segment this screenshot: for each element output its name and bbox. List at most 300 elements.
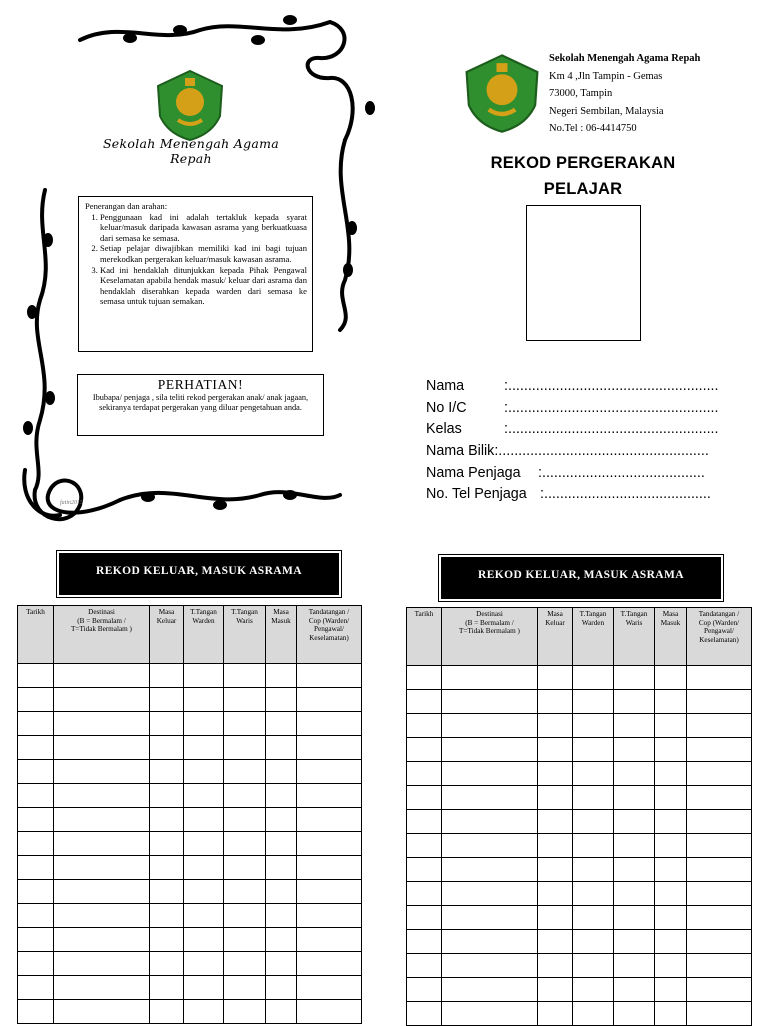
table-cell[interactable]: [614, 882, 655, 906]
table-cell[interactable]: [538, 666, 573, 690]
school-crest-left: [152, 68, 228, 142]
table-cell[interactable]: [573, 1002, 614, 1026]
table-cell[interactable]: [184, 904, 224, 928]
table-cell[interactable]: [442, 738, 538, 762]
table-cell[interactable]: [266, 856, 297, 880]
table-cell[interactable]: [54, 904, 150, 928]
table-cell[interactable]: [184, 736, 224, 760]
table-cell[interactable]: [224, 760, 266, 784]
table-cell[interactable]: [184, 688, 224, 712]
table-cell[interactable]: [538, 1002, 573, 1026]
school-address-block: [549, 50, 700, 138]
table-cell[interactable]: [150, 928, 184, 952]
table-cell[interactable]: [224, 928, 266, 952]
table-cell[interactable]: [614, 666, 655, 690]
table-cell[interactable]: [687, 882, 752, 906]
table-cell[interactable]: [266, 760, 297, 784]
column-header: Tandatangan / Cop (Warden/ Pengawal/ Keselamatan): [297, 606, 362, 664]
table-cell[interactable]: [442, 714, 538, 738]
table-row: [407, 738, 752, 762]
field-label: Nama Bilik: [426, 443, 495, 460]
table-row: [407, 666, 752, 690]
table-cell[interactable]: [150, 832, 184, 856]
table-cell[interactable]: [573, 906, 614, 930]
table-cell[interactable]: [297, 832, 362, 856]
table-cell[interactable]: [266, 688, 297, 712]
table-cell[interactable]: [184, 880, 224, 904]
table-cell[interactable]: [614, 906, 655, 930]
table-cell[interactable]: [407, 762, 442, 786]
table-row: [407, 714, 752, 738]
field-line: :.....................................................: [494, 443, 709, 460]
table-cell[interactable]: [224, 904, 266, 928]
table-cell[interactable]: [297, 688, 362, 712]
field-label: No I/C: [426, 399, 467, 416]
table-cell[interactable]: [224, 712, 266, 736]
table-cell[interactable]: [224, 664, 266, 688]
table-cell[interactable]: [407, 978, 442, 1002]
table-row: [18, 760, 362, 784]
table-cell[interactable]: [538, 930, 573, 954]
column-header: T.Tangan Waris: [614, 608, 655, 666]
table-cell[interactable]: [224, 1000, 266, 1024]
table-cell[interactable]: [266, 664, 297, 688]
table-row: [407, 954, 752, 978]
table-cell[interactable]: [184, 928, 224, 952]
school-address-line: 73000, Tampin: [549, 88, 613, 99]
table-cell[interactable]: [266, 976, 297, 1000]
table-cell[interactable]: [407, 810, 442, 834]
table-cell[interactable]: [150, 856, 184, 880]
table-cell[interactable]: [224, 736, 266, 760]
table-row: [18, 832, 362, 856]
table-cell[interactable]: [442, 954, 538, 978]
table-cell[interactable]: [184, 760, 224, 784]
table-cell[interactable]: [224, 976, 266, 1000]
table-cell[interactable]: [655, 834, 687, 858]
table-cell[interactable]: [442, 690, 538, 714]
table-cell[interactable]: [297, 952, 362, 976]
table-cell[interactable]: [54, 736, 150, 760]
table-cell[interactable]: [687, 810, 752, 834]
table-cell[interactable]: [614, 738, 655, 762]
table-cell[interactable]: [297, 856, 362, 880]
table-cell[interactable]: [18, 688, 54, 712]
table-row: [18, 664, 362, 688]
watermark: fatin2015: [60, 500, 84, 506]
table-cell[interactable]: [54, 712, 150, 736]
table-cell[interactable]: [266, 712, 297, 736]
table-cell[interactable]: [573, 714, 614, 738]
table-row: [18, 736, 362, 760]
record-banner-text: REKOD KELUAR, MASUK ASRAMA: [96, 565, 302, 577]
table-cell[interactable]: [54, 880, 150, 904]
table-row: [18, 808, 362, 832]
table-cell[interactable]: [224, 808, 266, 832]
table-row: [18, 784, 362, 808]
table-cell[interactable]: [54, 760, 150, 784]
table-cell[interactable]: [573, 858, 614, 882]
table-cell[interactable]: [297, 736, 362, 760]
table-cell[interactable]: [655, 714, 687, 738]
notice-box: [77, 374, 324, 436]
table-cell[interactable]: [18, 712, 54, 736]
table-cell[interactable]: [538, 834, 573, 858]
field-row-nama: [426, 376, 719, 398]
instruction-item: 3. Kad ini hendaklah ditunjukkan kepada Pihak Pengawal Keselamatan apabila hendak masuk/ keluar dari asrama dan hendaklah diserahkan kepada warden dari semasa ke semasa untuk tujuan semakan.: [100, 265, 307, 307]
table-cell[interactable]: [655, 786, 687, 810]
column-header: Masa Masuk: [266, 606, 297, 664]
table-cell[interactable]: [655, 906, 687, 930]
table-cell[interactable]: [442, 882, 538, 906]
table-cell[interactable]: [538, 714, 573, 738]
table-cell[interactable]: [573, 738, 614, 762]
column-header: Masa Keluar: [538, 608, 573, 666]
table-cell[interactable]: [407, 930, 442, 954]
table-cell[interactable]: [266, 952, 297, 976]
column-header: Tarikh: [407, 608, 442, 666]
table-cell[interactable]: [442, 1002, 538, 1026]
table-cell[interactable]: [442, 834, 538, 858]
table-cell[interactable]: [150, 904, 184, 928]
table-header-row: [18, 606, 362, 664]
table-cell[interactable]: [184, 712, 224, 736]
table-cell[interactable]: [150, 760, 184, 784]
table-cell[interactable]: [297, 664, 362, 688]
table-cell[interactable]: [614, 762, 655, 786]
table-cell[interactable]: [18, 1000, 54, 1024]
table-cell[interactable]: [297, 976, 362, 1000]
field-line: :..........................................: [540, 486, 711, 503]
field-row-kelas: [426, 419, 719, 441]
table-cell[interactable]: [687, 786, 752, 810]
record-table-left: [17, 605, 362, 1024]
table-cell[interactable]: [407, 858, 442, 882]
table-cell[interactable]: [655, 978, 687, 1002]
table-cell[interactable]: [687, 738, 752, 762]
table-cell[interactable]: [538, 882, 573, 906]
table-cell[interactable]: [573, 954, 614, 978]
table-cell[interactable]: [442, 786, 538, 810]
table-cell[interactable]: [266, 880, 297, 904]
notice-text: Ibubapa/ penjaga , sila teliti rekod pergerakan anak/ anak jagaan, sekiranya terdapat pergerakan yang diluar pengetahuan anda.: [92, 393, 309, 413]
column-header: Destinasi (B = Bermalam / T=Tidak Bermalam ): [54, 606, 150, 664]
table-cell[interactable]: [407, 954, 442, 978]
instruction-item: 1. Penggunaan kad ini adalah tertakluk kepada syarat keluar/masuk daripada kawasan asrama yang berkuatkuasa dari semasa ke semasa.: [100, 212, 307, 244]
table-cell[interactable]: [442, 858, 538, 882]
card-title-line: PELAJAR: [543, 180, 623, 198]
column-header: Masa Masuk: [655, 608, 687, 666]
record-banner-text: REKOD KELUAR, MASUK ASRAMA: [478, 569, 684, 581]
table-cell[interactable]: [573, 882, 614, 906]
table-cell[interactable]: [18, 736, 54, 760]
table-cell[interactable]: [442, 810, 538, 834]
table-row: [407, 834, 752, 858]
table-cell[interactable]: [573, 834, 614, 858]
table-row: [407, 978, 752, 1002]
table-cell[interactable]: [54, 808, 150, 832]
table-cell[interactable]: [184, 784, 224, 808]
table-row: [407, 762, 752, 786]
table-cell[interactable]: [442, 762, 538, 786]
table-cell[interactable]: [184, 952, 224, 976]
table-cell[interactable]: [655, 738, 687, 762]
photo-box: [526, 205, 641, 341]
table-cell[interactable]: [297, 712, 362, 736]
column-header: T.Tangan Waris: [224, 606, 266, 664]
column-header: Tandatangan / Cop (Warden/ Pengawal/ Keselamatan): [687, 608, 752, 666]
table-cell[interactable]: [184, 808, 224, 832]
table-cell[interactable]: [655, 954, 687, 978]
table-cell[interactable]: [407, 906, 442, 930]
table-cell[interactable]: [18, 976, 54, 1000]
table-cell[interactable]: [266, 784, 297, 808]
table-cell[interactable]: [266, 904, 297, 928]
table-cell[interactable]: [407, 714, 442, 738]
table-cell[interactable]: [184, 664, 224, 688]
instructions-list: [85, 212, 307, 307]
field-label: Nama: [426, 378, 465, 394]
table-cell[interactable]: [407, 738, 442, 762]
field-row-ic: [426, 398, 719, 420]
table-cell[interactable]: [538, 762, 573, 786]
table-row: [18, 904, 362, 928]
table-cell[interactable]: [297, 808, 362, 832]
field-line: :.........................................: [538, 464, 705, 481]
record-banner-right: [441, 557, 721, 599]
table-row: [407, 858, 752, 882]
table-cell[interactable]: [18, 832, 54, 856]
field-label: Kelas: [426, 421, 462, 438]
table-cell[interactable]: [655, 690, 687, 714]
table-cell[interactable]: [614, 810, 655, 834]
table-cell[interactable]: [18, 856, 54, 880]
field-label: Nama Penjaga: [426, 464, 521, 481]
table-cell[interactable]: [614, 954, 655, 978]
table-row: [407, 906, 752, 930]
field-line: :.....................................................: [504, 421, 719, 438]
field-line: :.....................................................: [504, 399, 719, 416]
table-cell[interactable]: [687, 762, 752, 786]
table-cell[interactable]: [614, 930, 655, 954]
table-cell[interactable]: [224, 832, 266, 856]
table-cell[interactable]: [407, 1002, 442, 1026]
table-cell[interactable]: [655, 1002, 687, 1026]
table-row: [407, 930, 752, 954]
table-cell[interactable]: [573, 786, 614, 810]
table-cell[interactable]: [150, 976, 184, 1000]
field-row-bilik: [426, 441, 719, 463]
table-cell[interactable]: [614, 834, 655, 858]
table-cell[interactable]: [573, 978, 614, 1002]
table-cell[interactable]: [18, 952, 54, 976]
table-cell[interactable]: [573, 810, 614, 834]
table-cell[interactable]: [18, 760, 54, 784]
table-cell[interactable]: [150, 880, 184, 904]
table-cell[interactable]: [150, 1000, 184, 1024]
table-cell[interactable]: [655, 930, 687, 954]
table-row: [18, 856, 362, 880]
table-cell[interactable]: [538, 858, 573, 882]
table-row: [18, 880, 362, 904]
table-cell[interactable]: [266, 1000, 297, 1024]
table-cell[interactable]: [614, 858, 655, 882]
field-label: No. Tel Penjaga: [426, 486, 527, 503]
table-cell[interactable]: [614, 1002, 655, 1026]
table-cell[interactable]: [54, 1000, 150, 1024]
table-cell[interactable]: [150, 952, 184, 976]
table-header-row: [407, 608, 752, 666]
table-cell[interactable]: [297, 904, 362, 928]
table-cell[interactable]: [442, 930, 538, 954]
column-header: Tarikh: [18, 606, 54, 664]
table-cell[interactable]: [538, 906, 573, 930]
table-cell[interactable]: [18, 784, 54, 808]
table-cell[interactable]: [54, 856, 150, 880]
table-cell[interactable]: [297, 784, 362, 808]
column-header: Masa Keluar: [150, 606, 184, 664]
table-cell[interactable]: [655, 858, 687, 882]
table-cell[interactable]: [297, 880, 362, 904]
field-row-penjaga: [426, 463, 719, 485]
card-title-line: REKOD PERGERAKAN: [490, 154, 676, 172]
table-cell[interactable]: [614, 714, 655, 738]
table-cell[interactable]: [442, 978, 538, 1002]
field-line: :.....................................................: [504, 378, 719, 394]
table-cell[interactable]: [614, 786, 655, 810]
table-cell[interactable]: [18, 904, 54, 928]
table-cell[interactable]: [687, 906, 752, 930]
table-cell[interactable]: [224, 952, 266, 976]
table-cell[interactable]: [150, 784, 184, 808]
table-cell[interactable]: [687, 930, 752, 954]
table-cell[interactable]: [655, 882, 687, 906]
table-cell[interactable]: [18, 808, 54, 832]
instructions-heading: Penerangan dan arahan:: [85, 201, 168, 211]
table-row: [407, 882, 752, 906]
table-row: [407, 786, 752, 810]
field-row-tel-penjaga: [426, 484, 719, 506]
table-row: [18, 976, 362, 1000]
table-cell[interactable]: [573, 762, 614, 786]
table-cell[interactable]: [54, 688, 150, 712]
table-cell[interactable]: [407, 786, 442, 810]
table-cell[interactable]: [687, 954, 752, 978]
table-cell[interactable]: [407, 666, 442, 690]
instructions-box: [78, 196, 313, 352]
table-cell[interactable]: [655, 810, 687, 834]
table-row: [407, 1002, 752, 1026]
table-cell[interactable]: [150, 808, 184, 832]
table-cell[interactable]: [224, 784, 266, 808]
table-cell[interactable]: [54, 784, 150, 808]
column-header: T.Tangan Warden: [573, 608, 614, 666]
table-cell[interactable]: [538, 978, 573, 1002]
table-cell[interactable]: [54, 976, 150, 1000]
table-cell[interactable]: [407, 834, 442, 858]
table-cell[interactable]: [687, 858, 752, 882]
table-cell[interactable]: [150, 664, 184, 688]
table-cell[interactable]: [614, 690, 655, 714]
table-cell[interactable]: [184, 832, 224, 856]
table-cell[interactable]: [573, 930, 614, 954]
table-cell[interactable]: [150, 712, 184, 736]
table-row: [18, 712, 362, 736]
table-cell[interactable]: [655, 666, 687, 690]
school-address-line: Negeri Sembilan, Malaysia: [549, 105, 664, 117]
table-cell[interactable]: [687, 690, 752, 714]
table-cell[interactable]: [538, 738, 573, 762]
table-cell[interactable]: [614, 978, 655, 1002]
table-row: [18, 688, 362, 712]
table-cell[interactable]: [655, 762, 687, 786]
table-cell[interactable]: [538, 786, 573, 810]
table-cell[interactable]: [297, 760, 362, 784]
table-cell[interactable]: [573, 690, 614, 714]
table-cell[interactable]: [224, 688, 266, 712]
table-cell[interactable]: [54, 664, 150, 688]
table-cell[interactable]: [54, 928, 150, 952]
table-cell[interactable]: [538, 954, 573, 978]
table-cell[interactable]: [184, 1000, 224, 1024]
table-cell[interactable]: [538, 690, 573, 714]
table-cell[interactable]: [184, 856, 224, 880]
table-cell[interactable]: [687, 714, 752, 738]
table-cell[interactable]: [18, 928, 54, 952]
table-cell[interactable]: [687, 978, 752, 1002]
school-name: Sekolah Menengah Agama Repah: [549, 53, 701, 64]
table-cell[interactable]: [407, 690, 442, 714]
table-cell[interactable]: [266, 832, 297, 856]
table-cell[interactable]: [18, 664, 54, 688]
table-cell[interactable]: [687, 1002, 752, 1026]
notice-title: PERHATIAN!: [157, 377, 244, 392]
table-cell[interactable]: [54, 832, 150, 856]
table-cell[interactable]: [442, 666, 538, 690]
table-cell[interactable]: [224, 856, 266, 880]
table-cell[interactable]: [266, 736, 297, 760]
table-cell[interactable]: [266, 928, 297, 952]
table-row: [18, 928, 362, 952]
record-banner-left: [59, 553, 339, 595]
table-cell[interactable]: [224, 880, 266, 904]
school-phone: No.Tel : 06-4414750: [549, 123, 637, 134]
school-address-line: Km 4 ,Jln Tampin - Gemas: [549, 70, 663, 82]
table-cell[interactable]: [407, 882, 442, 906]
student-fields: [426, 376, 719, 506]
column-header: T.Tangan Warden: [184, 606, 224, 664]
table-cell[interactable]: [297, 928, 362, 952]
table-cell[interactable]: [150, 736, 184, 760]
table-cell[interactable]: [18, 880, 54, 904]
table-cell[interactable]: [573, 666, 614, 690]
column-header: Destinasi (B = Bermalam / T=Tidak Bermalam ): [442, 608, 538, 666]
table-cell[interactable]: [266, 808, 297, 832]
table-cell[interactable]: [184, 976, 224, 1000]
table-row: [18, 952, 362, 976]
table-cell[interactable]: [442, 906, 538, 930]
table-row: [407, 810, 752, 834]
table-row: [18, 1000, 362, 1024]
table-cell[interactable]: [150, 688, 184, 712]
instruction-item: 2. Setiap pelajar diwajibkan memiliki kad ini bagi tujuan merekodkan pergerakan keluar/masuk kawasan asrama.: [100, 243, 307, 264]
table-cell[interactable]: [54, 952, 150, 976]
table-cell[interactable]: [687, 666, 752, 690]
table-cell[interactable]: [687, 834, 752, 858]
table-cell[interactable]: [538, 810, 573, 834]
school-name-script: Sekolah Menengah Agama Repah: [102, 136, 280, 166]
table-cell[interactable]: [297, 1000, 362, 1024]
